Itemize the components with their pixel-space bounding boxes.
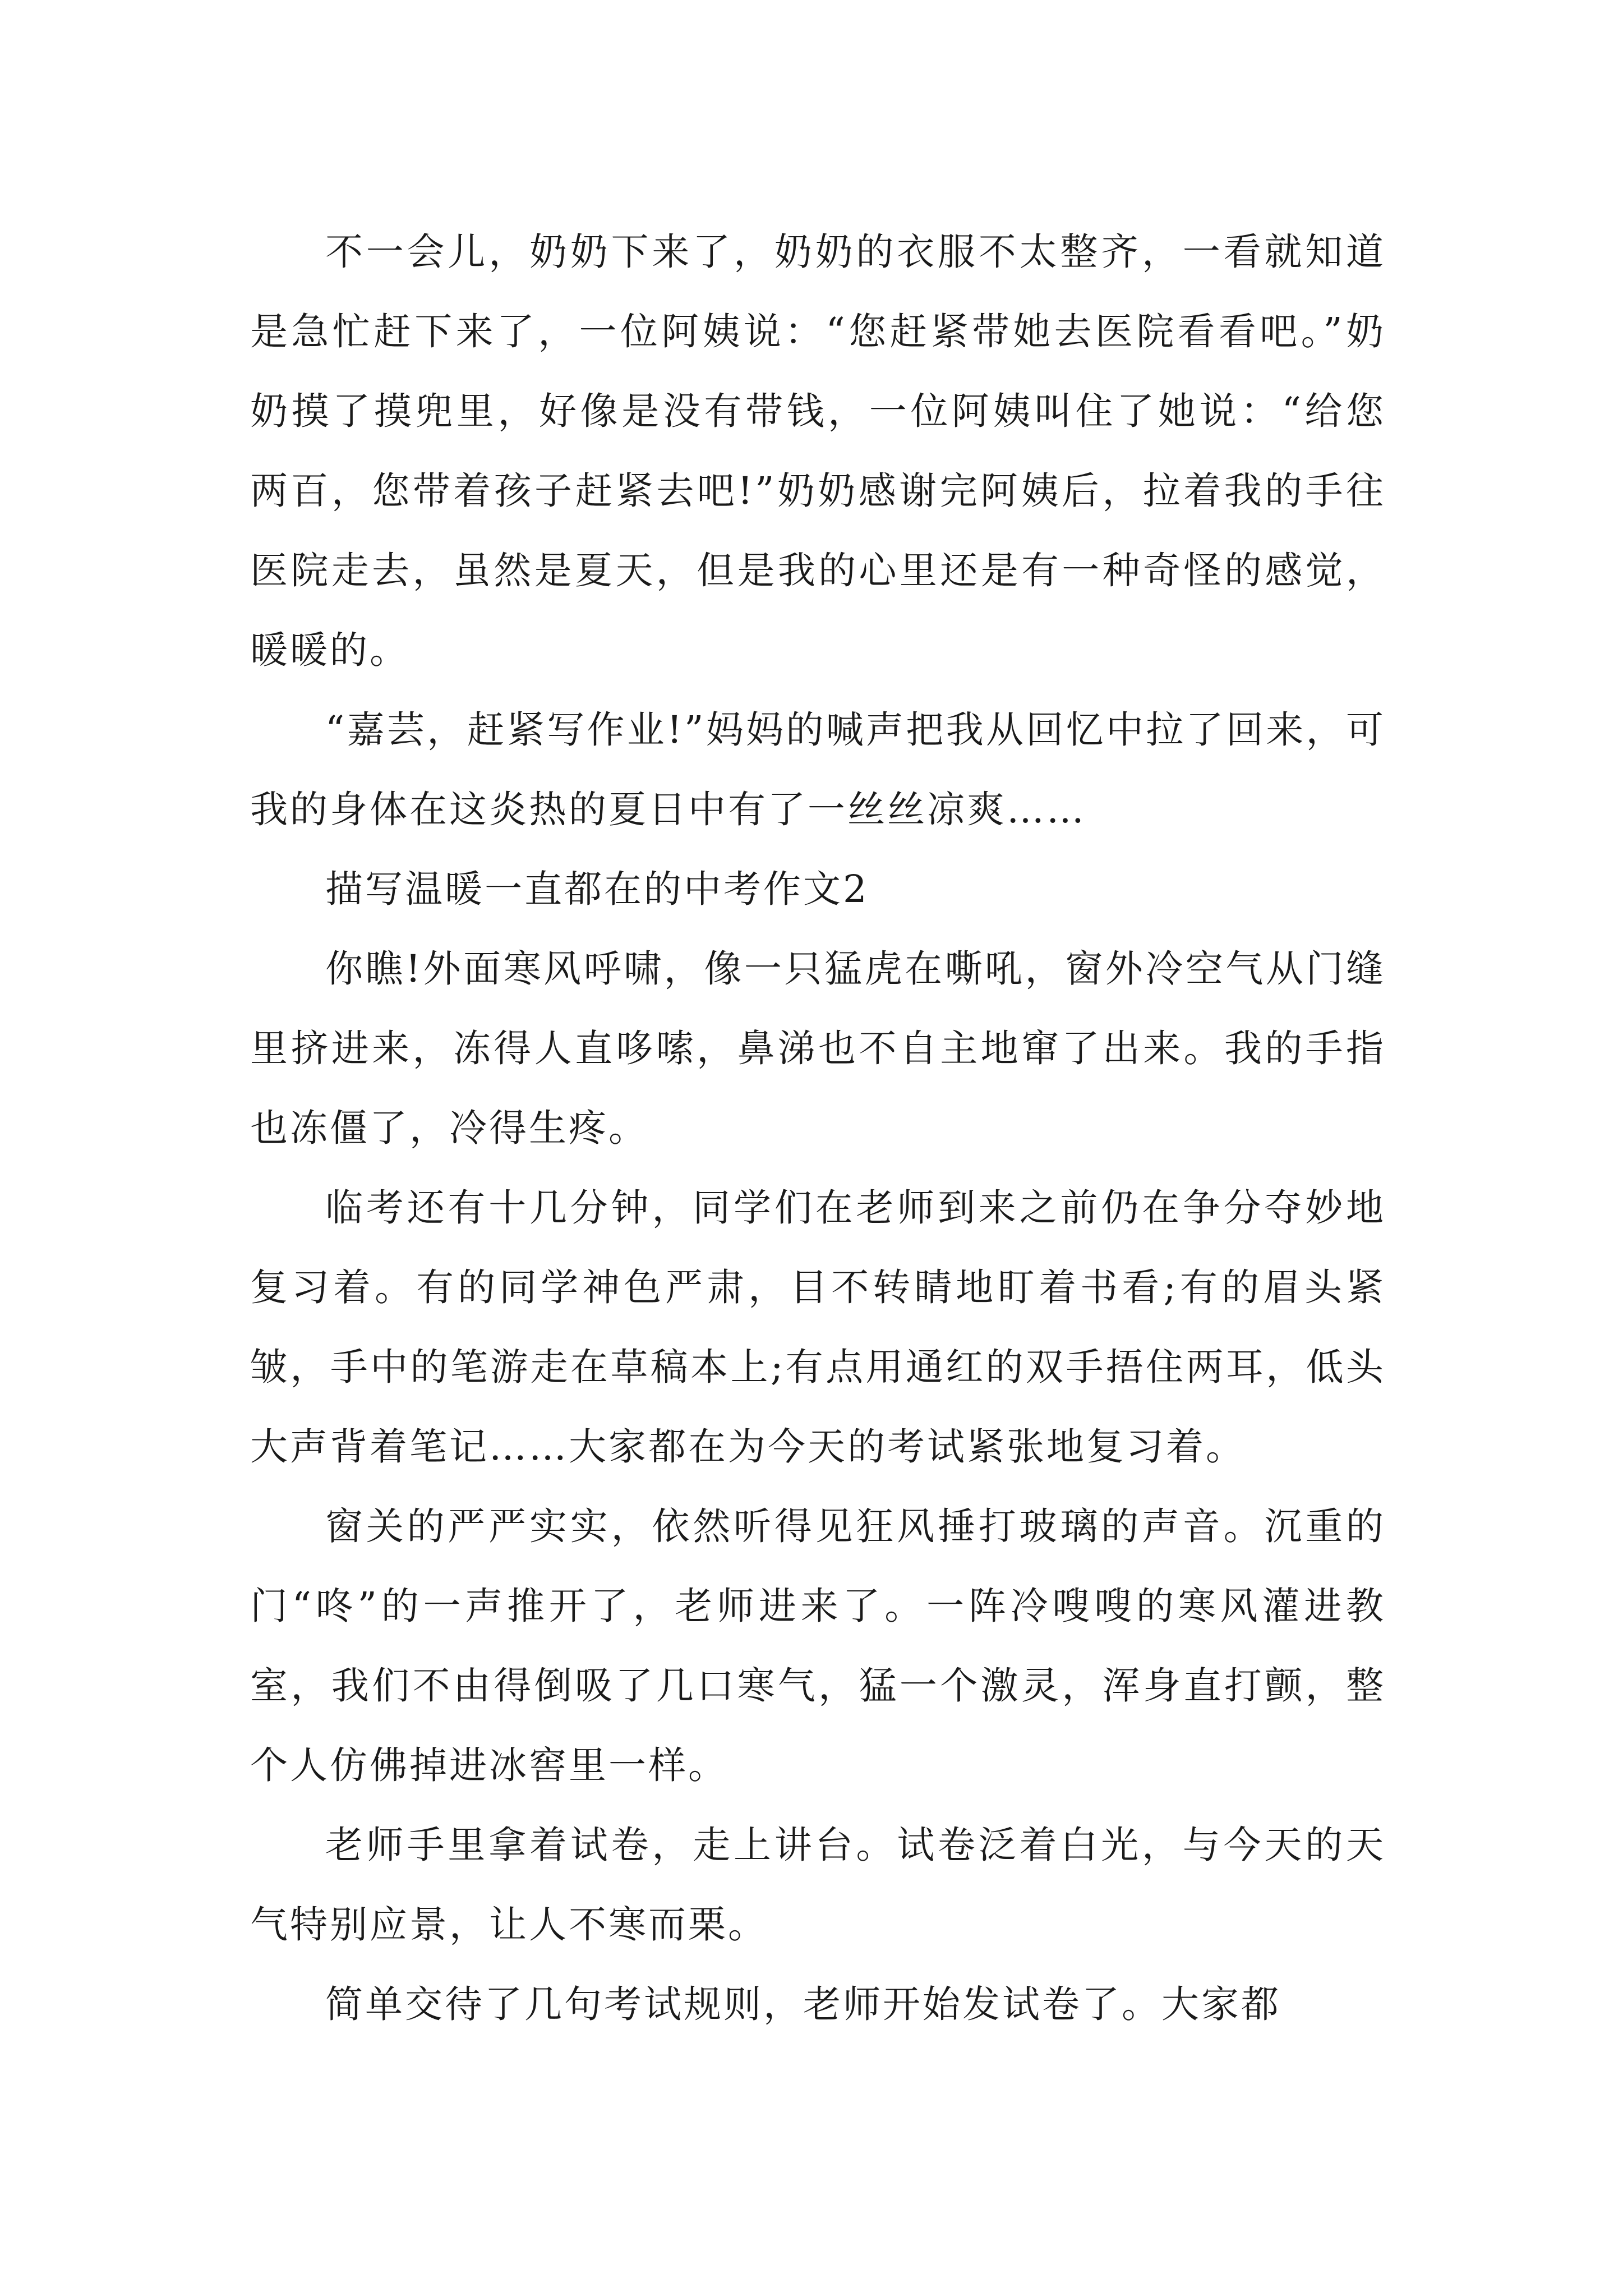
paragraph-7: 简单交待了几句考试规则，老师开始发试卷了。大家都	[325, 1982, 1281, 2026]
paragraph-6: 老师手里拿着试卷，走上讲台。试卷泛着白光，与今天的天气特别应景，让人不寒而栗。	[250, 1823, 1386, 1947]
essay-body	[250, 212, 1386, 2044]
paragraph-5: 窗关的严严实实，依然听得见狂风捶打玻璃的声音。沉重的门“咚”的一声推开了，老师进来了。一阵冷嗖嗖的寒风灌进教室，我们不由得倒吸了几口寒气，猛一个激灵，浑身直打颤，整个人仿佛掉进冰窖里一样。	[250, 1504, 1386, 1787]
paragraph-4: 临考还有十几分钟，同学们在老师到来之前仍在争分夺妙地复习着。有的同学神色严肃，目不转睛地盯着书看;有的眉头紧皱，手中的笔游走在草稿本上;有点用通红的双手捂住两耳，低头大声背着笔记……大家都在为今天的考试紧张地复习着。	[250, 1186, 1386, 1469]
paragraph-2: “嘉芸，赶紧写作业!”妈妈的喊声把我从回忆中拉了回来，可我的身体在这炎热的夏日中有了一丝丝凉爽……	[250, 708, 1386, 831]
paragraph-3: 你瞧!外面寒风呼啸，像一只猛虎在嘶吼，窗外冷空气从门缝里挤进来，冻得人直哆嗦，鼻涕也不自主地窜了出来。我的手指也冻僵了，冷得生疼。	[250, 947, 1386, 1150]
essay-heading: 描写温暖一直都在的中考作文2	[325, 867, 869, 911]
paragraph-1: 不一会儿，奶奶下来了，奶奶的衣服不太整齐，一看就知道是急忙赶下来了，一位阿姨说：“您赶紧带她去医院看看吧。”奶奶摸了摸兜里，好像是没有带钱，一位阿姨叫住了她说：“给您两百，您带着孩子赶紧去吧!”奶奶感谢完阿姨后，拉着我的手往医院走去，虽然是夏天，但是我的心里还是有一种奇怪的感觉，暖暖的。	[250, 230, 1386, 672]
